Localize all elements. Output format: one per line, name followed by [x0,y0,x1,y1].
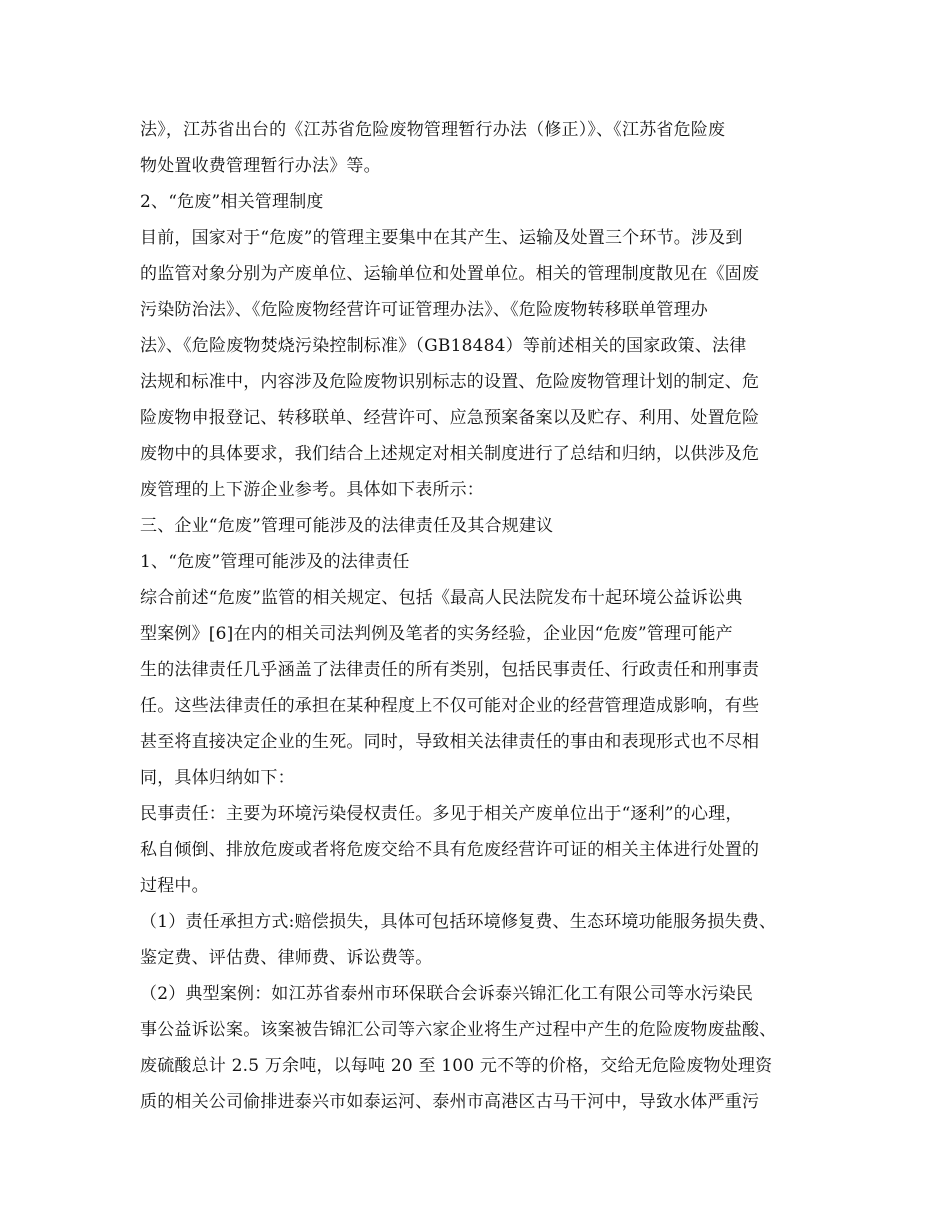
text-line: 险废物申报登记、转移联单、经营许可、应急预案备案以及贮存、利用、处置危险 [140,408,760,428]
text-line: 型案例》[6]在内的相关司法判例及笔者的实务经验，企业因“危废”管理可能产 [140,624,733,644]
text-line: 私自倾倒、排放危废或者将危废交给不具有危废经营许可证的相关主体进行处置的 [140,840,760,860]
section-heading: 2、“危废”相关管理制度 [140,192,324,212]
text-line: 同，具体归纳如下： [140,768,295,788]
section-heading: 三、企业“危废”管理可能涉及的法律责任及其合规建议 [140,516,554,536]
text-line: 事公益诉讼案。该案被告锦汇公司等六家企业将生产过程中产生的危险废物废盐酸、 [140,1020,777,1040]
text-line: 物处置收费管理暂行办法》等。 [140,156,381,176]
text-line: 法规和标准中，内容涉及危险废物识别标志的设置、危险废物管理计划的制定、危 [140,372,760,392]
text-line: （2）典型案例：如江苏省泰州市环保联合会诉泰兴锦汇化工有限公司等水污染民 [140,984,754,1004]
text-line: 法》，江苏省出台的《江苏省危险废物管理暂行办法（修正）》、《江苏省危险废 [140,120,726,140]
text-line: 的监管对象分别为产废单位、运输单位和处置单位。相关的管理制度散见在《固废 [140,264,760,284]
document-body [140,112,830,1120]
text-line: 质的相关公司偷排进泰兴市如泰运河、泰州市高港区古马干河中，导致水体严重污 [140,1092,760,1112]
text-line: 鉴定费、评估费、律师费、诉讼费等。 [140,948,433,968]
text-line: 目前，国家对于“危废”的管理主要集中在其产生、运输及处置三个环节。涉及到 [140,228,743,248]
text-line: 甚至将直接决定企业的生死。同时，导致相关法律责任的事由和表现形式也不尽相 [140,732,760,752]
text-line: 法》、《危险废物焚烧污染控制标准》（GB18484）等前述相关的国家政策、法律 [140,336,747,356]
text-line: 过程中。 [140,876,209,896]
text-line: 综合前述“危废”监管的相关规定、包括《最高人民法院发布十起环境公益诉讼典 [140,588,743,608]
text-line: 废物中的具体要求，我们结合上述规定对相关制度进行了总结和归纳，以供涉及危 [140,444,760,464]
text-line: 废管理的上下游企业参考。具体如下表所示： [140,480,484,500]
section-heading: 1、“危废”管理可能涉及的法律责任 [140,552,410,572]
text-line: 污染防治法》、《危险废物经营许可证管理办法》、《危险废物转移联单管理办 [140,300,708,320]
text-line: 民事责任：主要为环境污染侵权责任。多见于相关产废单位出于“逐利”的心理， [140,804,743,824]
text-line: （1）责任承担方式:赔偿损失，具体可包括环境修复费、生态环境功能服务损失费、 [140,912,777,932]
text-line: 任。这些法律责任的承担在某种程度上不仅可能对企业的经营管理造成影响，有些 [140,696,760,716]
text-line: 废硫酸总计 2.5 万余吨，以每吨 20 至 100 元不等的价格，交给无危险废物处理资 [140,1056,773,1076]
text-line: 生的法律责任几乎涵盖了法律责任的所有类别，包括民事责任、行政责任和刑事责 [140,660,760,680]
